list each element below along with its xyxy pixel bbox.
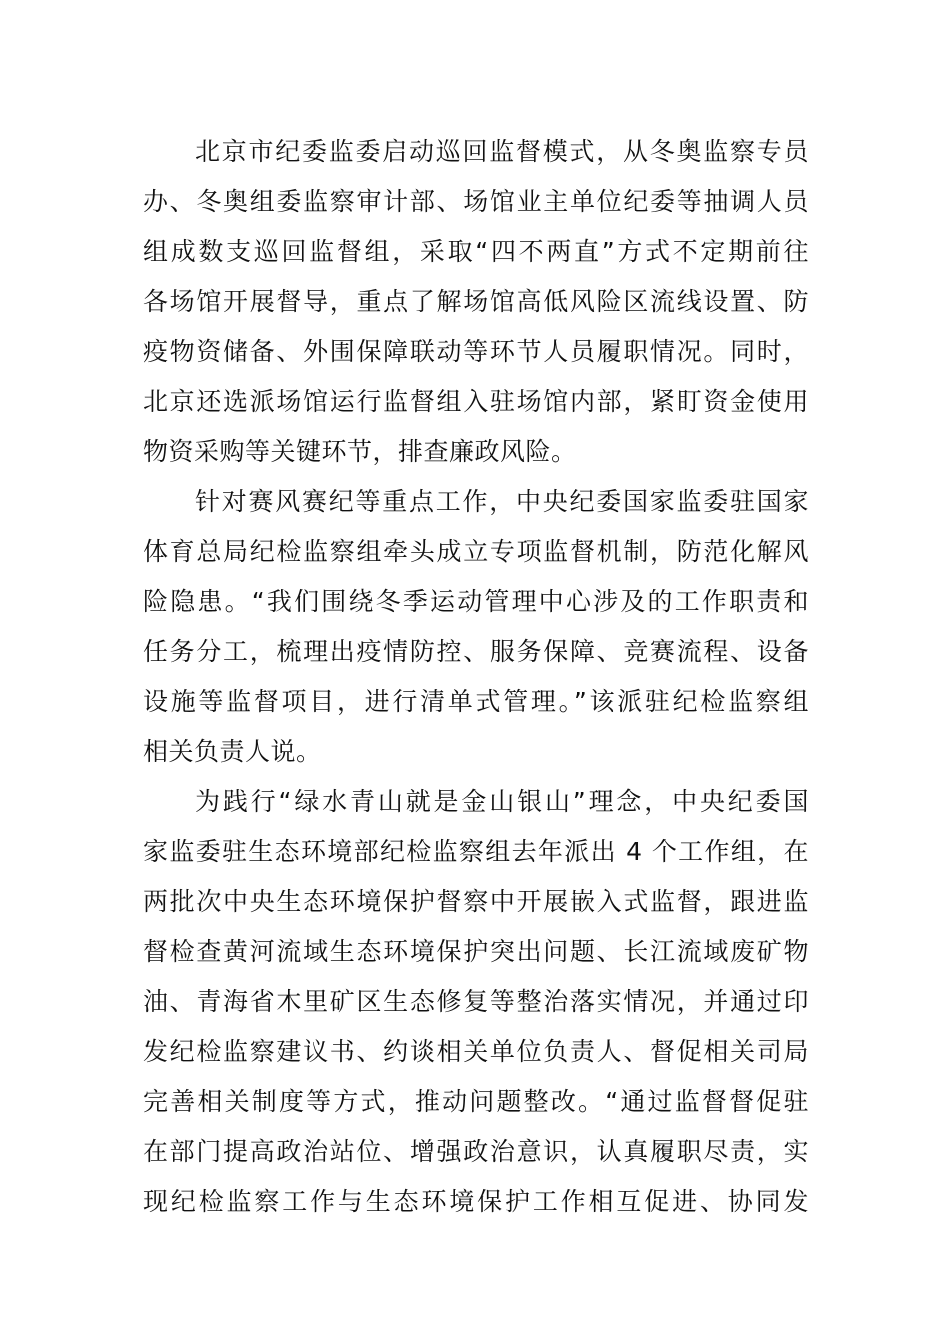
paragraph-line: 现纪检监察工作与生态环境保护工作相互促进、协同发 [143, 1187, 809, 1216]
paragraph-line: 两批次中央生态环境保护督察中开展嵌入式监督，跟进监 [143, 887, 809, 916]
paragraph-line: 险隐患。“我们围绕冬季运动管理中心涉及的工作职责和 [143, 587, 809, 616]
paragraph-line: 在部门提高政治站位、增强政治意识，认真履职尽责，实 [143, 1137, 809, 1166]
paragraph-line: 督检查黄河流域生态环境保护突出问题、长江流域废矿物 [143, 937, 809, 966]
paragraph-line: 油、青海省木里矿区生态修复等整治落实情况，并通过印 [143, 987, 809, 1016]
paragraph-line: 办、冬奥组委监察审计部、场馆业主单位纪委等抽调人员 [143, 187, 809, 216]
paragraph-3 [143, 777, 809, 1227]
paragraph-line: 北京还选派场馆运行监督组入驻场馆内部，紧盯资金使用 [143, 387, 809, 416]
paragraph-line: 体育总局纪检监察组牵头成立专项监督机制，防范化解风 [143, 537, 809, 566]
paragraph-line: 疫物资储备、外围保障联动等环节人员履职情况。同时， [143, 337, 809, 366]
paragraph-2 [143, 477, 809, 777]
paragraph-line: 各场馆开展督导，重点了解场馆高低风险区流线设置、防 [143, 287, 809, 316]
paragraph-line: 完善相关制度等方式，推动问题整改。“通过监督督促驻 [143, 1087, 809, 1116]
paragraph-line: 任务分工，梳理出疫情防控、服务保障、竞赛流程、设备 [143, 637, 809, 666]
paragraph-line: 为践行“绿水青山就是金山银山”理念，中央纪委国 [195, 787, 809, 816]
paragraph-line: 发纪检监察建议书、约谈相关单位负责人、督促相关司局 [143, 1037, 809, 1066]
paragraph-line: 物资采购等关键环节，排查廉政风险。 [143, 437, 577, 466]
paragraph-line: 北京市纪委监委启动巡回监督模式，从冬奥监察专员 [195, 137, 809, 166]
paragraph-line: 针对赛风赛纪等重点工作，中央纪委国家监委驻国家 [195, 487, 809, 516]
document-body [143, 127, 809, 1227]
paragraph-line: 组成数支巡回监督组，采取“四不两直”方式不定期前往 [143, 237, 809, 266]
paragraph-1 [143, 127, 809, 477]
paragraph-line: 设施等监督项目，进行清单式管理。”该派驻纪检监察组 [143, 687, 809, 716]
paragraph-line: 家监委驻生态环境部纪检监察组去年派出 4 个工作组，在 [143, 837, 809, 866]
paragraph-line: 相关负责人说。 [143, 737, 322, 766]
